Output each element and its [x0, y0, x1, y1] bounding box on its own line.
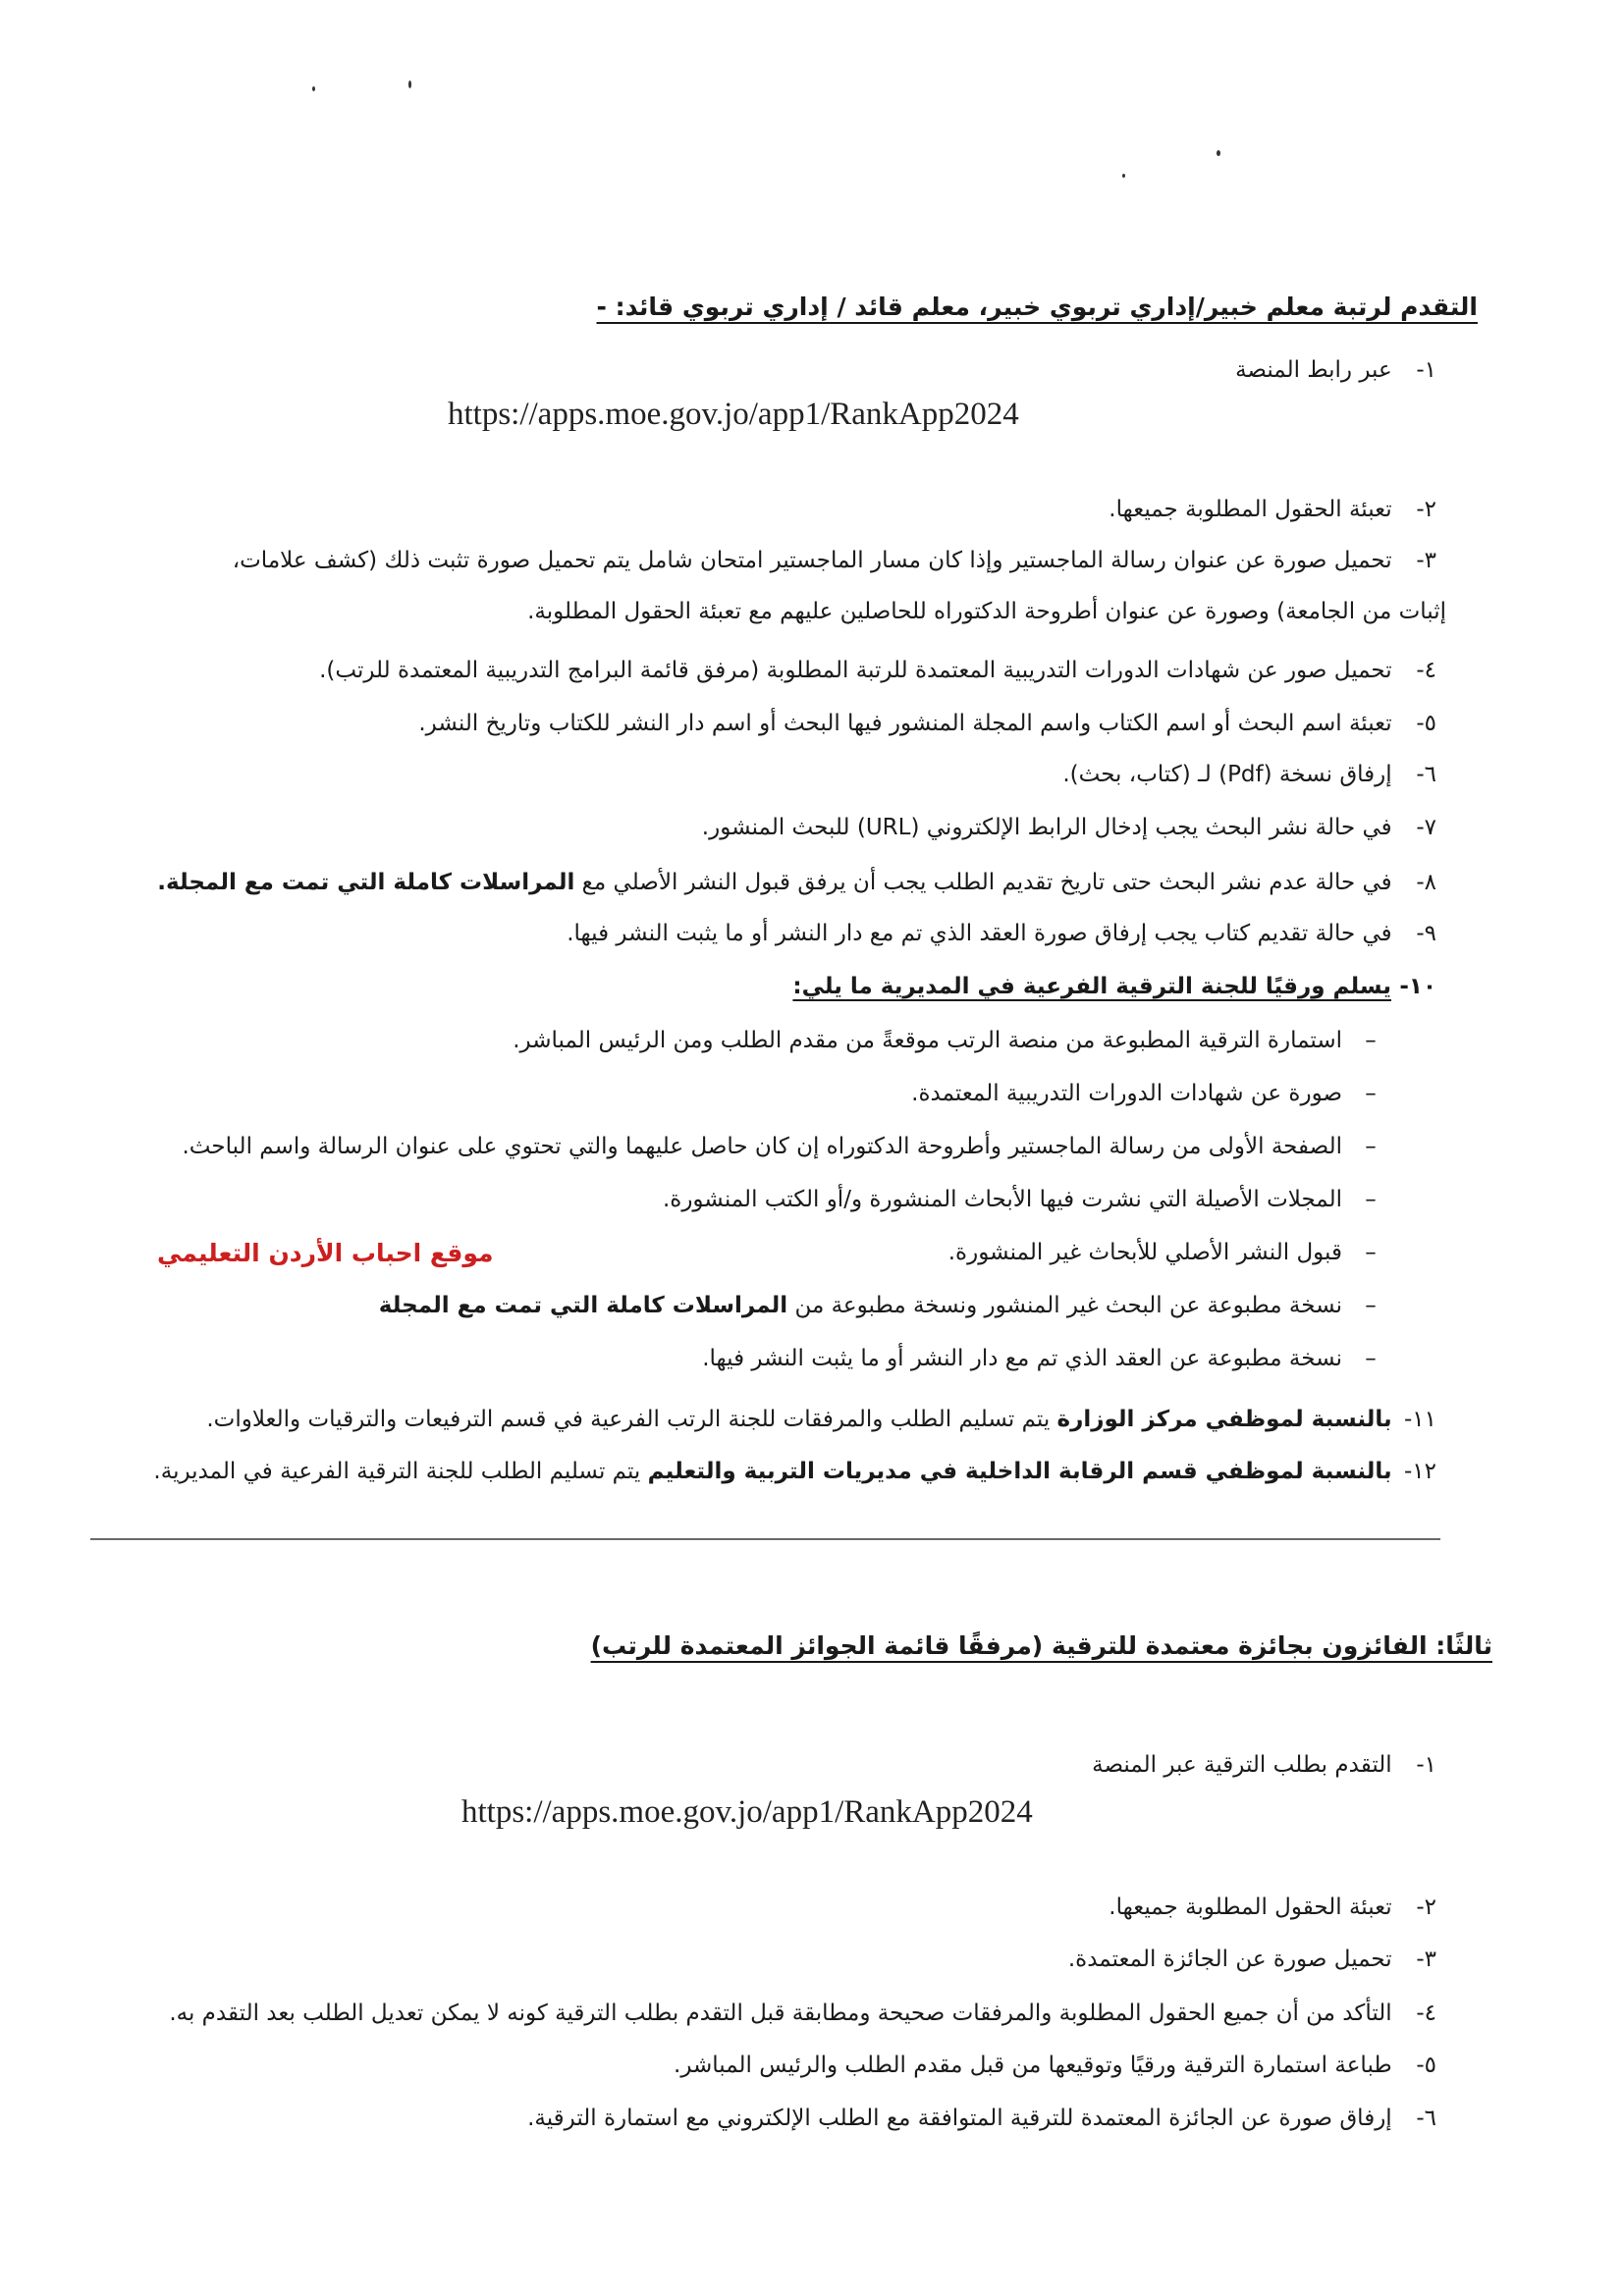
item-number: ١٠-	[1399, 974, 1436, 999]
item-number: ١-	[1416, 357, 1436, 383]
item-number: ١٢-	[1403, 1459, 1436, 1484]
item-text-bold: المراسلات كاملة التي تمت مع المجلة.	[157, 870, 575, 895]
item-number: ٥-	[1416, 2053, 1436, 2078]
list-item	[1068, 1935, 1436, 1984]
item-number: ٥-	[1416, 711, 1436, 736]
sub-list-item: –قبول النشر الأصلي للأبحاث غير المنشورة.	[947, 1240, 1377, 1265]
section-b-url-link[interactable]: https://apps.moe.gov.jo/app1/RankApp2024	[461, 1794, 1033, 1830]
sub-list-item: –نسخة مطبوعة عن البحث غير المنشور ونسخة مطبوعة من المراسلات كاملة التي تمت مع المجلة	[378, 1293, 1377, 1318]
sub-list-item: –صورة عن شهادات الدورات التدريبية المعتمدة.	[911, 1081, 1377, 1106]
list-item	[1062, 750, 1436, 799]
item-text: إرفاق نسخة (Pdf) لـ (كتاب، بحث).	[1062, 762, 1392, 787]
item-number: ٢-	[1416, 1895, 1436, 1920]
list-item	[153, 1447, 1436, 1496]
item-text: يسلم ورقيًا للجنة الترقية الفرعية في المديرية ما يلي:	[792, 974, 1391, 999]
item-number: ٩-	[1416, 921, 1436, 946]
item-text: التأكد من أن جميع الحقول المطلوبة والمرفقات صحيحة ومطابقة قبل التقدم بطلب الترقية كونه لا يمكن تعديل الطلب بعد التقدم به.	[169, 2001, 1392, 2026]
item-text: التقدم بطلب الترقية عبر المنصة	[1092, 1752, 1392, 1778]
sub-item-text: نسخة مطبوعة عن البحث غير المنشور ونسخة مطبوعة من	[787, 1293, 1342, 1318]
sub-item-text: صورة عن شهادات الدورات التدريبية المعتمدة.	[911, 1081, 1342, 1106]
item-text: تعبئة الحقول المطلوبة جميعها.	[1109, 1895, 1392, 1920]
section-b-heading: ثالثًا: الفائزون بجائزة معتمدة للترقية (مرفقًا قائمة الجوائز المعتمدة للرتب)	[590, 1631, 1492, 1660]
section-divider	[90, 1538, 1440, 1540]
item-text: في حالة نشر البحث يجب إدخال الرابط الإلكتروني (URL) للبحث المنشور.	[701, 815, 1392, 840]
item-text: في حالة عدم نشر البحث حتى تاريخ تقديم الطلب يجب أن يرفق قبول النشر الأصلي مع	[574, 870, 1392, 895]
item-number: ١١-	[1403, 1407, 1436, 1432]
scan-speck	[408, 80, 411, 88]
list-item	[1109, 485, 1436, 534]
list-item-continuation	[527, 587, 1446, 636]
item-number: ٧-	[1416, 815, 1436, 840]
item-number: ٢-	[1416, 497, 1436, 522]
list-item	[527, 2094, 1436, 2143]
list-item	[319, 646, 1436, 695]
sub-list-item: –نسخة مطبوعة عن العقد الذي تم مع دار النشر أو ما يثبت النشر فيها.	[702, 1346, 1377, 1371]
item-number: ٣-	[1416, 548, 1436, 573]
sub-list-item: –الصفحة الأولى من رسالة الماجستير وأطروحة الدكتوراه إن كان حاصل عليهما والتي تحتوي على عنوان الرسالة واسم الباحث.	[182, 1134, 1377, 1159]
item-text: إثبات من الجامعة) وصورة عن عنوان أطروحة الدكتوراه للحاصلين عليهم مع تعبئة الحقول المطلوبة.	[527, 599, 1446, 624]
scan-speck	[1217, 150, 1220, 156]
sub-item-text: استمارة الترقية المطبوعة من منصة الرتب موقعةً من مقدم الطلب ومن الرئيس المباشر.	[513, 1028, 1342, 1053]
list-item	[157, 858, 1436, 907]
item-number: ٦-	[1416, 2106, 1436, 2131]
item-text-bold: بالنسبة لموظفي قسم الرقابة الداخلية في مديريات التربية والتعليم	[647, 1459, 1392, 1484]
item-number: ٤-	[1416, 658, 1436, 683]
list-item	[206, 1395, 1436, 1444]
list-item	[702, 803, 1436, 852]
item-text: إرفاق صورة عن الجائزة المعتمدة للترقية المتوافقة مع الطلب الإلكتروني مع استمارة الترقية.	[527, 2106, 1392, 2131]
item-text: تعبئة اسم البحث أو اسم الكتاب واسم المجلة المنشور فيها البحث أو اسم دار النشر للكتاب وتاريخ النشر.	[418, 711, 1392, 736]
item-text: تعبئة الحقول المطلوبة جميعها.	[1109, 497, 1392, 522]
list-item	[674, 2041, 1436, 2090]
item-text-bold: بالنسبة لموظفي مركز الوزارة	[1056, 1407, 1392, 1432]
list-item	[792, 962, 1436, 1011]
sub-item-text: المجلات الأصيلة التي نشرت فيها الأبحاث المنشورة و/أو الكتب المنشورة.	[662, 1187, 1342, 1212]
sub-list-item: –استمارة الترقية المطبوعة من منصة الرتب موقعةً من مقدم الطلب ومن الرئيس المباشر.	[513, 1028, 1377, 1053]
item-number: ٨-	[1416, 870, 1436, 895]
list-item	[169, 1989, 1436, 2038]
list-item	[418, 699, 1436, 748]
scan-speck	[1122, 174, 1125, 178]
item-text: يتم تسليم الطلب والمرفقات للجنة الرتب الفرعية في قسم الترفيعات والترقيات والعلاوات.	[206, 1407, 1057, 1432]
section-a-url-link[interactable]: https://apps.moe.gov.jo/app1/RankApp2024	[448, 397, 1019, 432]
list-item	[567, 909, 1436, 958]
list-item	[1092, 1740, 1436, 1789]
site-watermark: موقع احباب الأردن التعليمي	[157, 1239, 494, 1267]
sub-item-text: قبول النشر الأصلي للأبحاث غير المنشورة.	[947, 1240, 1342, 1265]
sub-list-item: –المجلات الأصيلة التي نشرت فيها الأبحاث المنشورة و/أو الكتب المنشورة.	[662, 1187, 1377, 1212]
sub-item-text: الصفحة الأولى من رسالة الماجستير وأطروحة الدكتوراه إن كان حاصل عليهما والتي تحتوي على عنوان الرسالة واسم الباحث.	[182, 1134, 1342, 1159]
item-text: في حالة تقديم كتاب يجب إرفاق صورة العقد الذي تم مع دار النشر أو ما يثبت النشر فيها.	[567, 921, 1392, 946]
list-item	[233, 536, 1436, 585]
item-number: ٦-	[1416, 762, 1436, 787]
sub-item-text-bold: المراسلات كاملة التي تمت مع المجلة	[378, 1293, 788, 1318]
item-number: ٤-	[1416, 2001, 1436, 2026]
item-text: تحميل صورة عن عنوان رسالة الماجستير وإذا كان مسار الماجستير امتحان شامل يتم تحميل صورة تثبت ذلك (كشف علامات،	[232, 548, 1392, 573]
sub-item-text: نسخة مطبوعة عن العقد الذي تم مع دار النشر أو ما يثبت النشر فيها.	[702, 1346, 1342, 1371]
item-number: ٣-	[1416, 1947, 1436, 1972]
section-a-heading: التقدم لرتبة معلم خبير/إداري تربوي خبير، معلم قائد / إداري تربوي قائد: -	[596, 293, 1478, 321]
item-text: طباعة استمارة الترقية ورقيًا وتوقيعها من قبل مقدم الطلب والرئيس المباشر.	[674, 2053, 1392, 2078]
item-text: عبر رابط المنصة	[1235, 357, 1392, 383]
item-text: تحميل صور عن شهادات الدورات التدريبية المعتمدة للرتبة المطلوبة (مرفق قائمة البرامج التدريبية المعتمدة للرتب).	[319, 658, 1392, 683]
item-text: تحميل صورة عن الجائزة المعتمدة.	[1067, 1947, 1392, 1972]
item-text: يتم تسليم الطلب للجنة الترقية الفرعية في المديرية.	[153, 1459, 648, 1484]
scan-speck	[312, 86, 315, 91]
item-number: ١-	[1416, 1752, 1436, 1778]
list-item	[1235, 346, 1436, 395]
list-item	[1109, 1883, 1436, 1932]
